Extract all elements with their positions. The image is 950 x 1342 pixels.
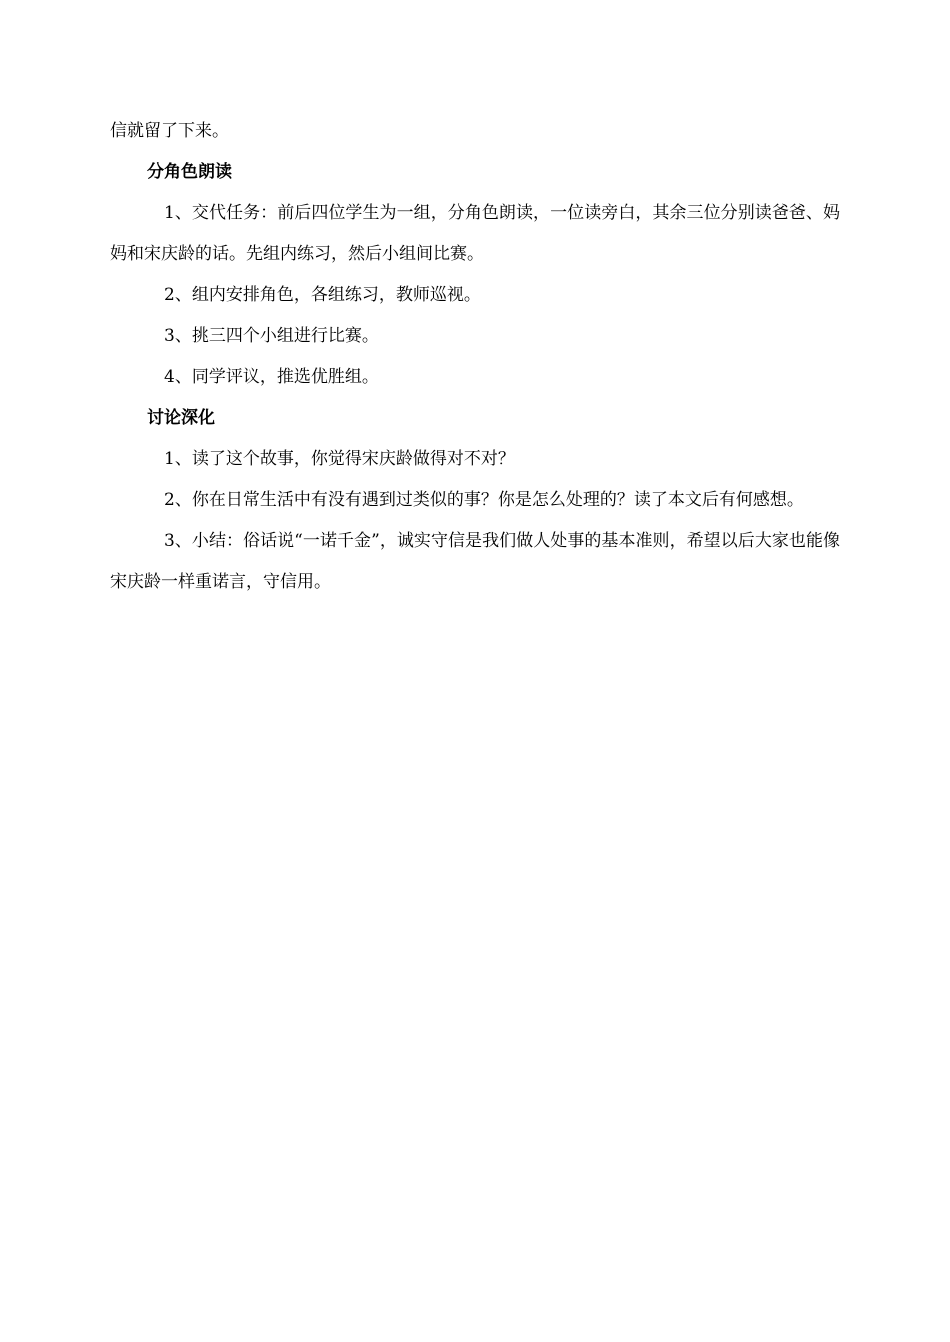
document-page	[110, 111, 840, 603]
list-item: 4、同学评议，推选优胜组。	[164, 367, 379, 387]
list-item: 2、组内安排角色，各组练习，教师巡视。	[164, 285, 481, 305]
continuation-text: 信就留了下来。	[110, 121, 229, 141]
list-item: 1、读了这个故事，你觉得宋庆龄做得对不对？	[164, 449, 515, 469]
list-item: 2、你在日常生活中有没有遇到过类似的事？你是怎么处理的？读了本文后有何感想。	[164, 490, 804, 510]
list-item: 3、挑三四个小组进行比赛。	[164, 326, 379, 346]
list-item: 3、小结：俗话说“一诺千金”，诚实守信是我们做人处事的基本准则，希望以后大家也能像宋庆龄一样重诺言，守信用。	[110, 531, 840, 592]
section-heading-discussion: 讨论深化	[147, 408, 215, 428]
list-item: 1、交代任务：前后四位学生为一组，分角色朗读，一位读旁白，其余三位分别读爸爸、妈妈和宋庆龄的话。先组内练习，然后小组间比赛。	[110, 203, 840, 264]
section-heading-role-reading: 分角色朗读	[147, 162, 232, 182]
